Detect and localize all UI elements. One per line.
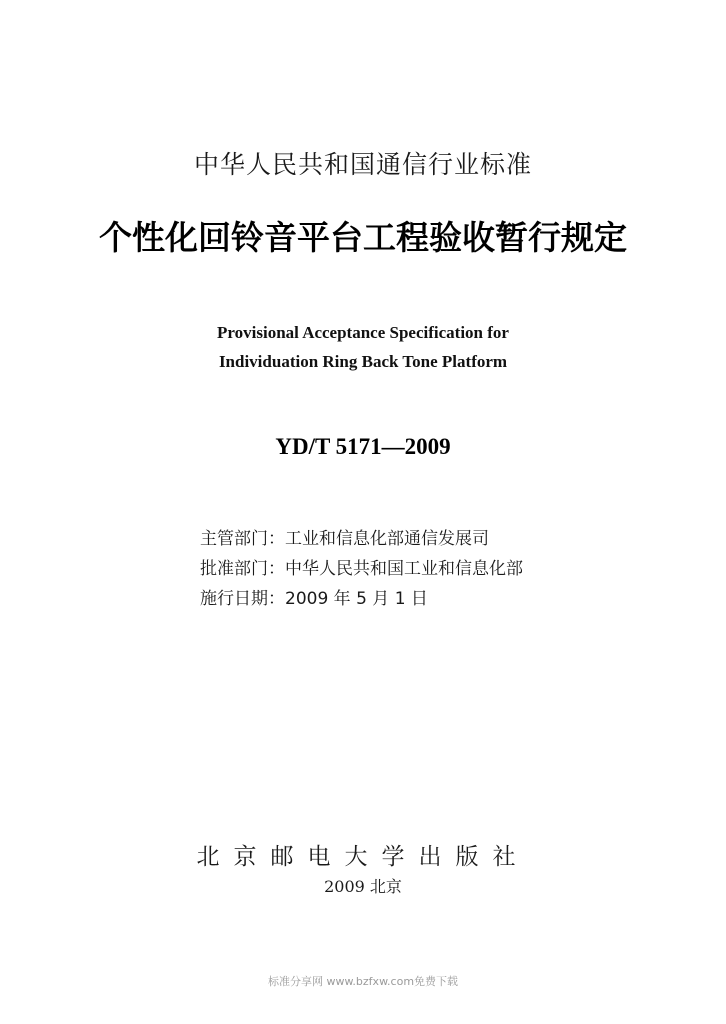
english-title-line-1: Provisional Acceptance Specification for bbox=[217, 323, 509, 342]
chinese-title: 个性化回铃音平台工程验收暂行规定 bbox=[99, 218, 627, 257]
approving-department: 批准部门：中华人民共和国工业和信息化部 bbox=[200, 559, 523, 579]
publisher-name: 北京邮电大学出版社 bbox=[196, 844, 530, 870]
watermark-text: 标准分享网 www.bzfxw.com免费下载 bbox=[267, 975, 459, 988]
publication-year-place: 2009 北京 bbox=[324, 877, 402, 896]
effective-date: 施行日期：2009 年 5 月 1 日 bbox=[200, 589, 428, 609]
standard-code: YD/T 5171—2009 bbox=[275, 434, 451, 459]
competent-department: 主管部门：工业和信息化部通信发展司 bbox=[200, 529, 489, 549]
industry-standard-heading: 中华人民共和国通信行业标准 bbox=[193, 150, 532, 179]
english-title-line-2: Individuation Ring Back Tone Platform bbox=[218, 352, 508, 371]
